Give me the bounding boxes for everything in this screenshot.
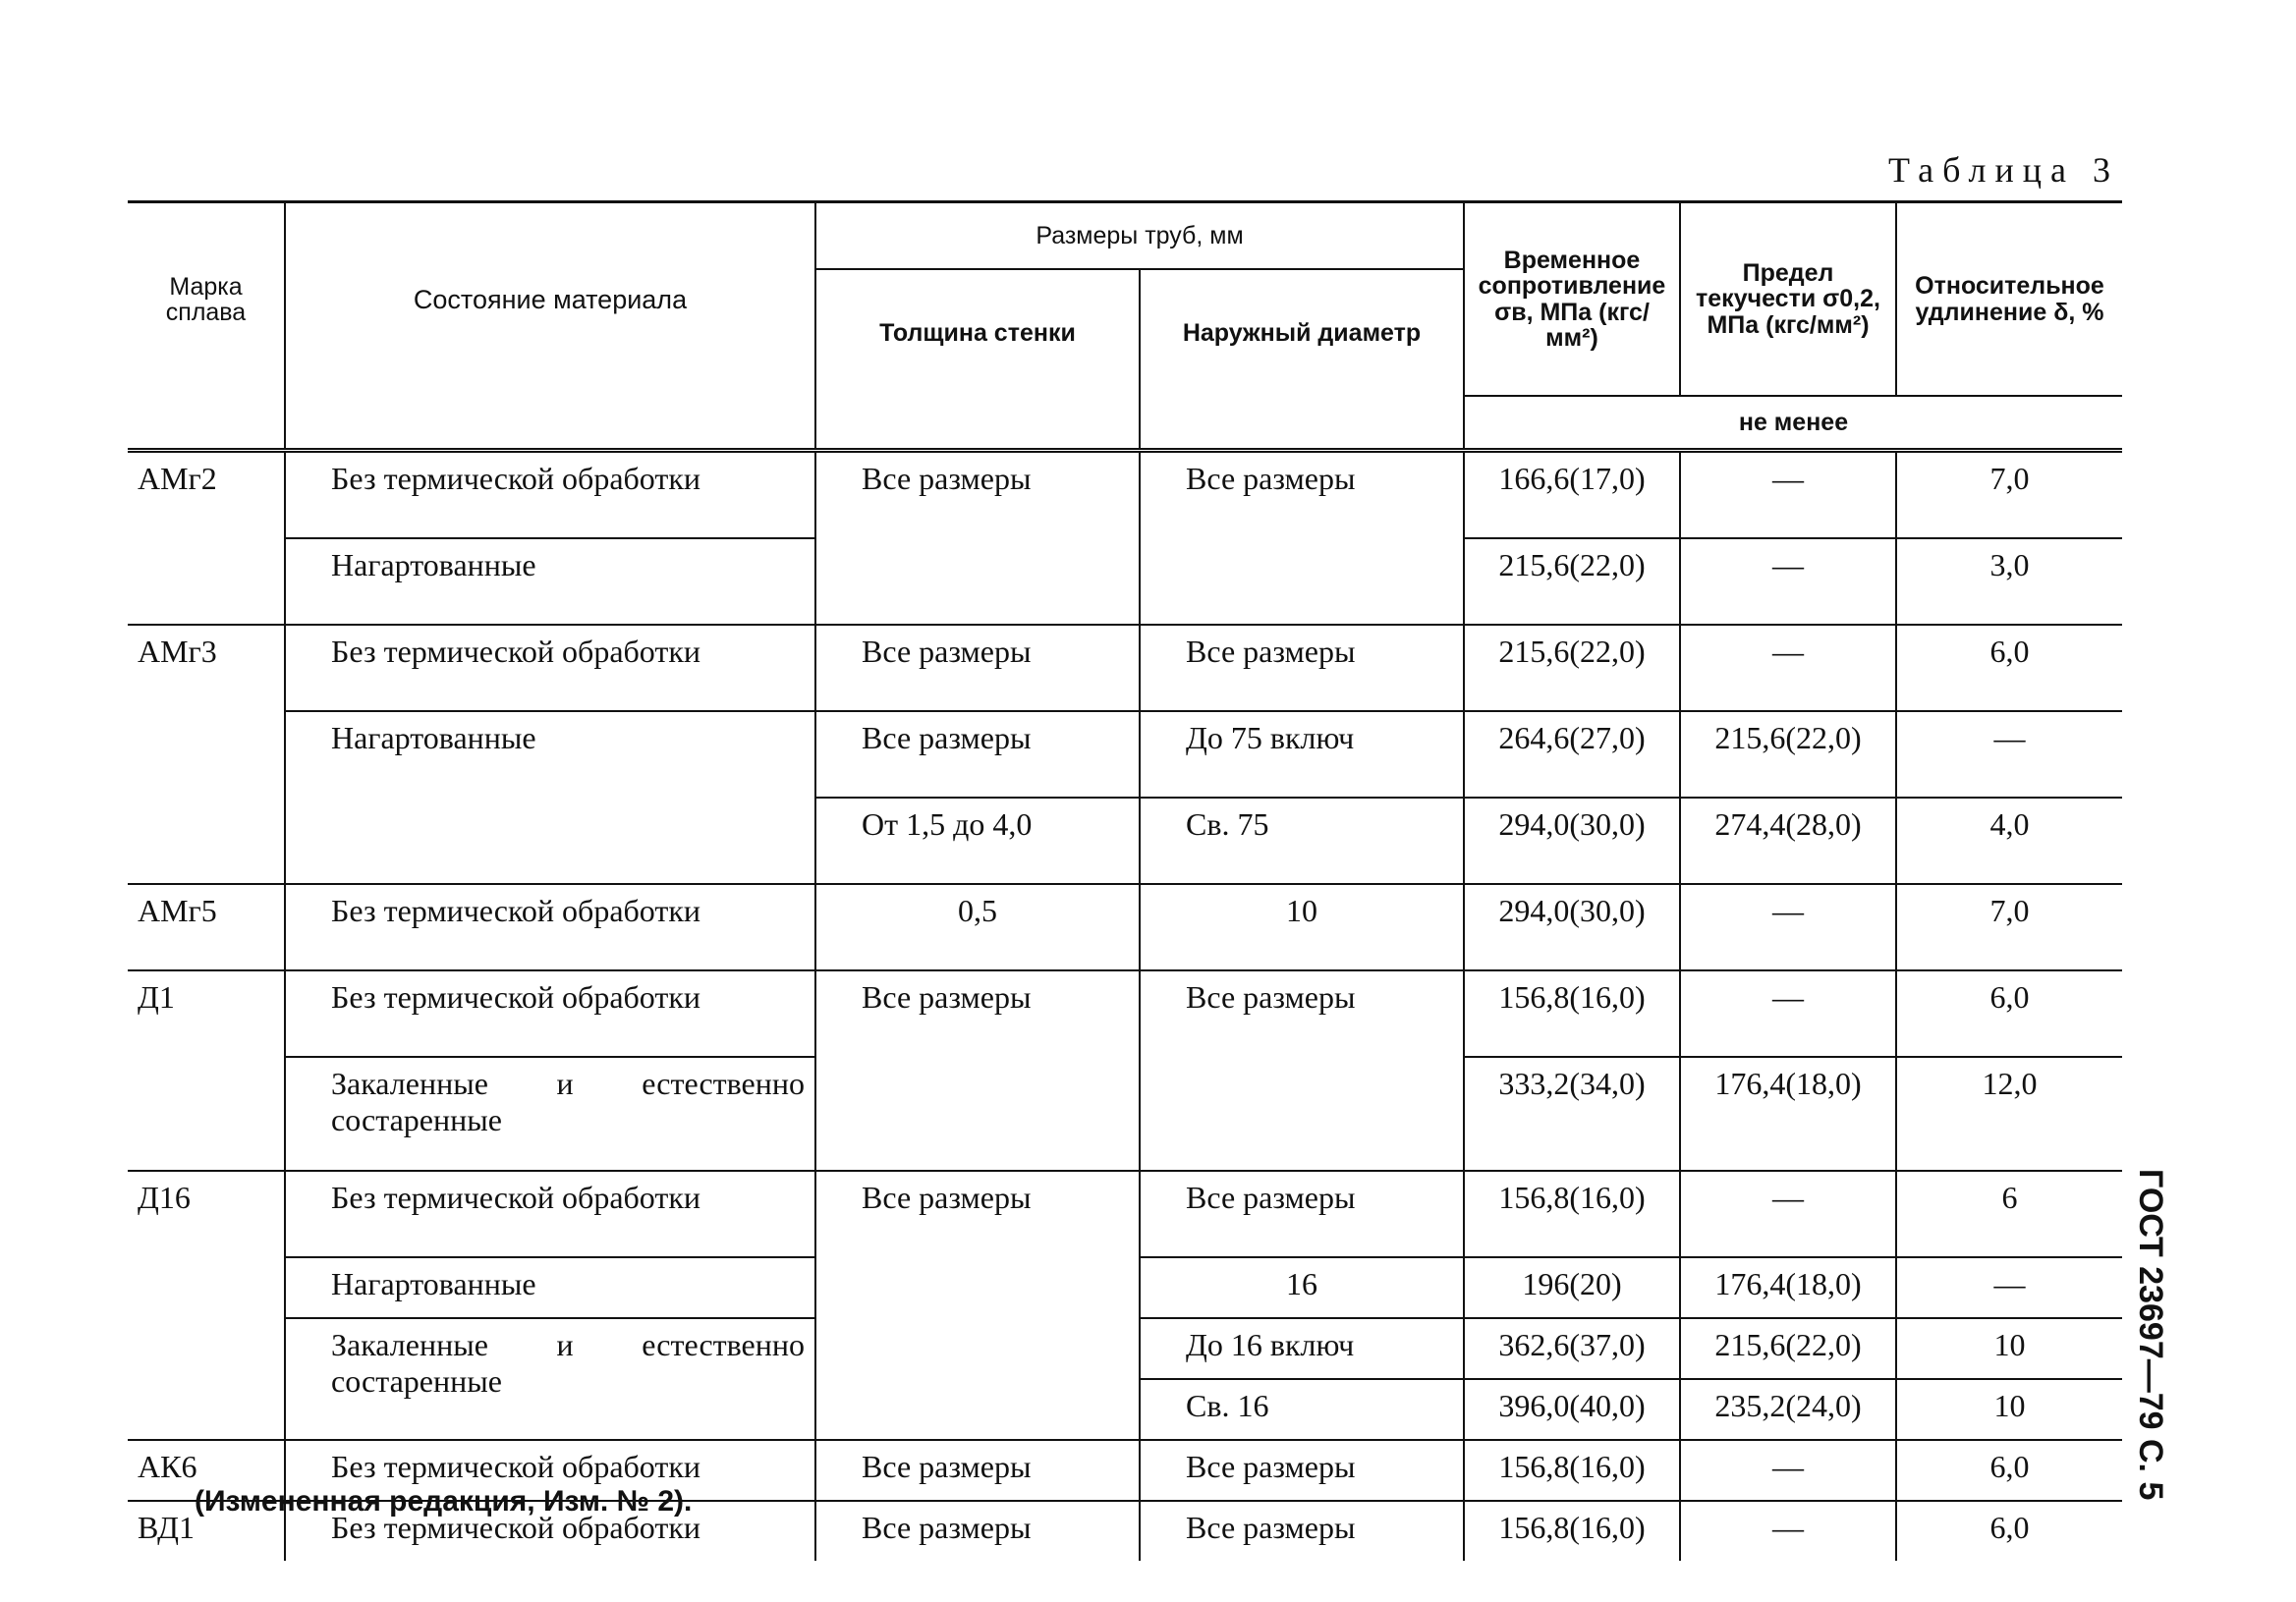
diameter-cell: 16 [1140, 1257, 1464, 1318]
tensile-cell: 294,0(30,0) [1464, 884, 1680, 970]
diameter-cell: Св. 75 [1140, 798, 1464, 884]
elongation-cell: 7,0 [1896, 451, 2122, 539]
tensile-cell: 196(20) [1464, 1257, 1680, 1318]
tensile-cell: 264,6(27,0) [1464, 711, 1680, 798]
wall-cell: От 1,5 до 4,0 [815, 798, 1140, 884]
elongation-cell: 6,0 [1896, 970, 2122, 1057]
tensile-cell: 215,6(22,0) [1464, 538, 1680, 625]
grade-cell: АМг5 [128, 884, 285, 970]
elongation-cell: — [1896, 1257, 2122, 1318]
yield-cell: — [1680, 1501, 1896, 1561]
properties-table [128, 200, 2122, 1561]
state-cell: Без термической обработки [285, 884, 815, 970]
wall-cell: Все размеры [815, 1501, 1140, 1561]
grade-cell: ВД1 [138, 1510, 195, 1545]
state-cell: Нагартованные [285, 1257, 815, 1318]
diameter-cell: 10 [1140, 884, 1464, 970]
standard-page-label: ГОСТ 23697—79 С. 5 [2132, 1169, 2169, 1501]
elongation-cell: 6,0 [1896, 1501, 2122, 1561]
state-cell: Без термической обработки [285, 625, 815, 711]
table-row [128, 451, 2122, 539]
yield-cell: — [1680, 1440, 1896, 1501]
state-cell: Без термической обработки [285, 1501, 815, 1561]
tensile-cell: 215,6(22,0) [1464, 625, 1680, 711]
header-wall: Толщина стенки [815, 269, 1140, 396]
grade-cell: Д16 [128, 1171, 285, 1440]
yield-cell: — [1680, 625, 1896, 711]
wall-cell: 0,5 [815, 884, 1140, 970]
table-row [128, 711, 2122, 798]
diameter-cell: Все размеры [1140, 1501, 1464, 1561]
yield-cell: 215,6(22,0) [1680, 711, 1896, 798]
wall-cell: Все размеры [815, 1171, 1140, 1440]
state-cell: Без термической обработки [285, 1171, 815, 1257]
wall-cell: Все размеры [815, 451, 1140, 626]
elongation-cell: — [1896, 711, 2122, 798]
yield-cell: 176,4(18,0) [1680, 1057, 1896, 1171]
table-row [128, 884, 2122, 970]
wall-cell: Все размеры [815, 625, 1140, 711]
grade-cell: АМг3 [128, 625, 285, 884]
diameter-cell: До 75 включ [1140, 711, 1464, 798]
elongation-cell: 10 [1896, 1379, 2122, 1440]
tensile-cell: 156,8(16,0) [1464, 1440, 1680, 1501]
elongation-cell: 6 [1896, 1171, 2122, 1257]
yield-cell: 215,6(22,0) [1680, 1318, 1896, 1379]
table-title: Таблица 3 [1888, 150, 2119, 190]
table-row [128, 1171, 2122, 1257]
state-cell: Нагартованные [285, 711, 815, 884]
grade-cell: АК6 [128, 1440, 285, 1501]
yield-cell: — [1680, 451, 1896, 539]
tensile-cell: 362,6(37,0) [1464, 1318, 1680, 1379]
tensile-cell: 294,0(30,0) [1464, 798, 1680, 884]
diameter-cell: Все размеры [1140, 625, 1464, 711]
elongation-cell: 4,0 [1896, 798, 2122, 884]
grade-cell: Д1 [128, 970, 285, 1171]
header-yield: Предел текучести σ0,2, МПа (кгс/мм²) [1680, 202, 1896, 397]
table-row [128, 625, 2122, 711]
diameter-cell: Все размеры [1140, 1171, 1464, 1257]
wall-cell: Все размеры [815, 1440, 1140, 1501]
header-tensile: Временное сопротивление σв, МПа (кгс/мм²) [1464, 202, 1680, 397]
diameter-cell: Все размеры [1140, 1440, 1464, 1501]
state-cell: Закаленные и естественно состаренные [285, 1057, 815, 1171]
elongation-cell: 7,0 [1896, 884, 2122, 970]
state-cell: Без термической обработки [285, 1440, 815, 1501]
elongation-cell: 6,0 [1896, 625, 2122, 711]
grade-cell: АМг2 [138, 461, 217, 496]
diameter-cell: Все размеры [1140, 451, 1464, 626]
diameter-cell: До 16 включ [1140, 1318, 1464, 1379]
diameter-cell: Св. 16 [1140, 1379, 1464, 1440]
state-cell: Без термической обработки [285, 970, 815, 1057]
tensile-cell: 156,8(16,0) [1464, 1171, 1680, 1257]
elongation-cell: 3,0 [1896, 538, 2122, 625]
wall-cell: Все размеры [815, 711, 1140, 798]
elongation-cell: 10 [1896, 1318, 2122, 1379]
state-cell: Закаленные и естественно состаренные [285, 1318, 815, 1440]
yield-cell: 235,2(24,0) [1680, 1379, 1896, 1440]
tensile-cell: 156,8(16,0) [1464, 970, 1680, 1057]
header-state: Состояние материала [285, 202, 815, 397]
state-cell: Нагартованные [285, 538, 815, 625]
amendment-note: (Измененная редакция, Изм. № 2). [195, 1485, 693, 1518]
tensile-cell: 166,6(17,0) [1464, 451, 1680, 539]
elongation-cell: 6,0 [1896, 1440, 2122, 1501]
tensile-cell: 396,0(40,0) [1464, 1379, 1680, 1440]
header-grade: Марка сплава [128, 202, 285, 397]
tensile-cell: 333,2(34,0) [1464, 1057, 1680, 1171]
yield-cell: — [1680, 1171, 1896, 1257]
yield-cell: — [1680, 538, 1896, 625]
header-diameter: Наружный диаметр [1140, 269, 1464, 396]
elongation-cell: 12,0 [1896, 1057, 2122, 1171]
yield-cell: 176,4(18,0) [1680, 1257, 1896, 1318]
header-not-less: не менее [1464, 396, 2122, 451]
header-elongation: Относительное удлинение δ, % [1896, 202, 2122, 397]
diameter-cell: Все размеры [1140, 970, 1464, 1171]
tensile-cell: 156,8(16,0) [1464, 1501, 1680, 1561]
yield-cell: — [1680, 970, 1896, 1057]
wall-cell: Все размеры [815, 970, 1140, 1171]
table-row [128, 970, 2122, 1057]
state-cell: Без термической обработки [285, 451, 815, 539]
yield-cell: — [1680, 884, 1896, 970]
yield-cell: 274,4(28,0) [1680, 798, 1896, 884]
header-sizes: Размеры труб, мм [815, 202, 1464, 270]
